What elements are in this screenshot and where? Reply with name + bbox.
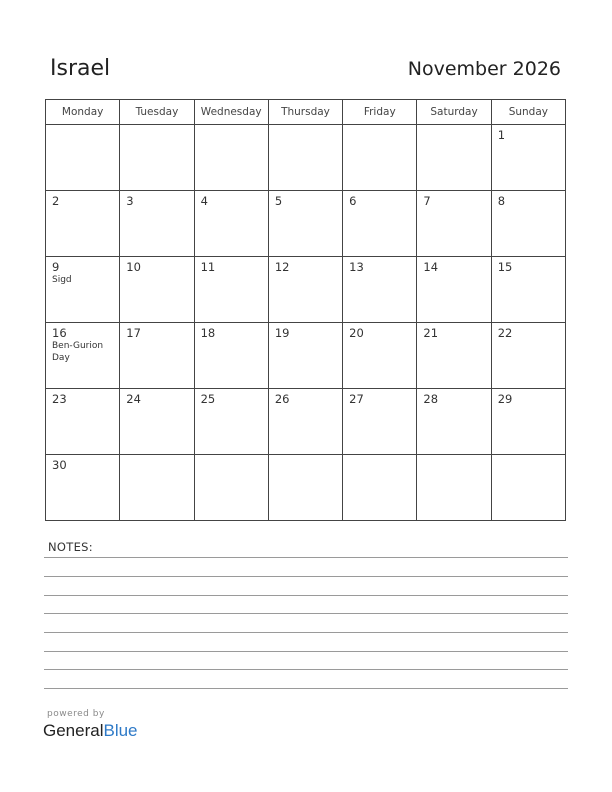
day-number: 28	[423, 392, 439, 406]
day-number: 21	[423, 326, 439, 340]
day-number	[492, 455, 565, 459]
day-cell	[343, 389, 417, 455]
day-number: 5	[274, 194, 283, 208]
day-cell	[417, 191, 491, 257]
day-number	[417, 455, 490, 459]
weekday-sunday: Sunday	[491, 100, 565, 125]
weekday-saturday: Saturday	[417, 100, 491, 125]
day-number: 29	[497, 392, 513, 406]
day-number: 6	[349, 194, 357, 208]
day-number: 24	[126, 392, 141, 406]
day-number	[120, 455, 193, 459]
notes-line	[44, 613, 568, 614]
day-cell	[343, 125, 417, 191]
day-number	[120, 125, 193, 129]
day-cell	[194, 125, 268, 191]
generalblue-logo[interactable]	[43, 720, 138, 742]
day-number: 3	[126, 194, 134, 208]
day-number: 23	[52, 392, 67, 406]
day-cell	[491, 389, 565, 455]
day-number	[269, 455, 342, 459]
notes-line	[44, 557, 568, 558]
week-row	[46, 455, 566, 521]
day-cell	[194, 455, 268, 521]
day-number: 2	[52, 194, 60, 208]
day-number: 27	[349, 392, 364, 406]
day-cell	[46, 455, 120, 521]
day-number: 19	[274, 326, 290, 340]
day-cell	[120, 389, 194, 455]
day-cell	[46, 125, 120, 191]
day-number	[417, 125, 490, 129]
day-cell	[417, 125, 491, 191]
day-cell	[120, 455, 194, 521]
day-cell	[343, 191, 417, 257]
notes-line	[44, 669, 568, 670]
week-row	[46, 257, 566, 323]
day-cell	[417, 455, 491, 521]
day-cell	[268, 455, 342, 521]
day-cell	[194, 257, 268, 323]
weekday-header-row	[46, 100, 566, 125]
day-number: 15	[497, 260, 513, 274]
day-cell	[491, 323, 565, 389]
day-number: 18	[200, 326, 216, 340]
day-number: 25	[200, 392, 216, 406]
day-number: 7	[423, 194, 431, 208]
day-number: 4	[200, 194, 208, 208]
notes-line	[44, 632, 568, 633]
day-cell	[491, 125, 565, 191]
day-number	[195, 125, 268, 129]
day-cell	[268, 257, 342, 323]
day-number: 14	[423, 260, 439, 274]
day-cell	[194, 389, 268, 455]
day-cell	[194, 323, 268, 389]
weekday-tuesday: Tuesday	[120, 100, 194, 125]
notes-line	[44, 651, 568, 652]
weekday-friday: Friday	[343, 100, 417, 125]
day-cell	[268, 191, 342, 257]
day-cell	[120, 323, 194, 389]
holiday-label-ben-gurion-day: Ben-Gurion Day	[52, 341, 104, 363]
weekday-wednesday: Wednesday	[194, 100, 268, 125]
weekday-thursday: Thursday	[268, 100, 342, 125]
day-number: 1	[497, 128, 506, 142]
day-cell	[194, 191, 268, 257]
day-number	[343, 455, 416, 459]
month-year-title: November 2026	[407, 58, 561, 80]
day-number: 17	[126, 326, 141, 340]
week-row	[46, 125, 566, 191]
day-cell	[343, 455, 417, 521]
day-cell	[46, 323, 120, 389]
week-row	[46, 191, 566, 257]
day-cell	[46, 191, 120, 257]
week-row	[46, 389, 566, 455]
day-cell	[120, 191, 194, 257]
day-cell	[417, 257, 491, 323]
brand-blue-text: Blue	[103, 721, 138, 740]
day-number	[46, 125, 119, 129]
day-cell	[491, 191, 565, 257]
day-cell	[46, 389, 120, 455]
day-cell	[417, 323, 491, 389]
notes-line	[44, 688, 568, 689]
day-cell	[120, 125, 194, 191]
day-number: 10	[126, 260, 141, 274]
day-number: 22	[497, 326, 513, 340]
day-number	[269, 125, 342, 129]
holiday-label-sigd: Sigd	[52, 275, 72, 285]
day-number: 9	[52, 260, 60, 274]
calendar-grid	[45, 99, 566, 521]
day-cell	[268, 125, 342, 191]
day-number: 20	[349, 326, 364, 340]
day-cell	[268, 389, 342, 455]
day-number: 30	[52, 458, 67, 472]
day-number	[195, 455, 268, 459]
country-title: Israel	[50, 56, 111, 81]
brand-general-text: General	[43, 721, 104, 740]
day-cell	[343, 323, 417, 389]
day-number: 12	[274, 260, 290, 274]
day-number: 13	[349, 260, 364, 274]
day-cell	[491, 257, 565, 323]
day-number: 11	[200, 260, 216, 274]
day-cell	[343, 257, 417, 323]
notes-line	[44, 576, 568, 577]
day-cell	[491, 455, 565, 521]
powered-by-text: powered by	[47, 709, 105, 719]
day-cell	[268, 323, 342, 389]
day-number: 16	[52, 326, 67, 340]
day-number: 26	[274, 392, 290, 406]
notes-line	[44, 595, 568, 596]
notes-label: NOTES:	[48, 540, 93, 554]
day-number: 8	[497, 194, 506, 208]
day-number	[343, 125, 416, 129]
week-row	[46, 323, 566, 389]
weekday-monday: Monday	[46, 100, 120, 125]
day-cell	[417, 389, 491, 455]
day-cell	[120, 257, 194, 323]
day-cell	[46, 257, 120, 323]
